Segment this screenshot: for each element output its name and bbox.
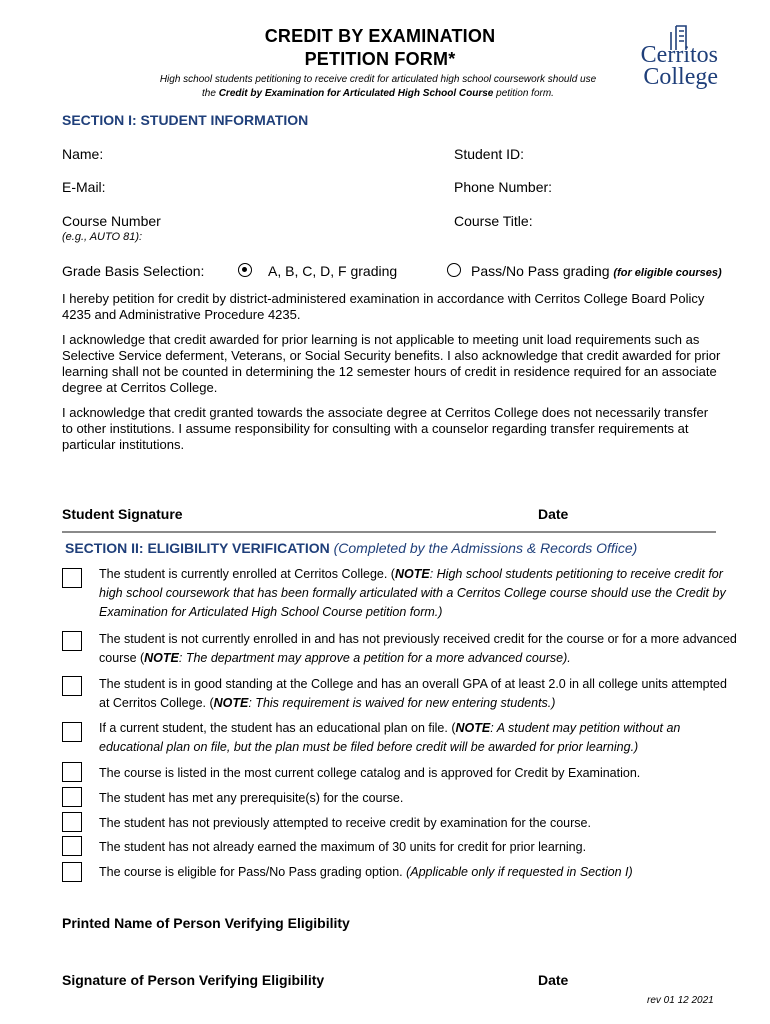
eligibility-checkbox[interactable] [62,631,82,651]
eligibility-checkbox[interactable] [62,568,82,588]
section1-heading: SECTION I: STUDENT INFORMATION [62,112,309,128]
eligibility-item-text: The student has not already earned the maximum of 30 units for credit for prior learning. [99,840,587,854]
phone-label: Phone Number: [454,179,553,195]
eligibility-checkbox[interactable] [62,787,82,807]
student-date-label: Date [538,506,569,522]
course-number-hint: (e.g., AUTO 81): [62,231,143,243]
eligibility-item-text: The student is not currently enrolled in and has not previously received credit for the course or for a more advanced course (NOTE: The department may approve a petition for a more advanced course). [99,632,737,665]
logo-text-line2: College [643,64,718,90]
student-id-label: Student ID: [454,146,525,162]
printed-name-label: Printed Name of Person Verifying Eligibility [62,915,350,931]
eligibility-checkbox[interactable] [62,862,82,882]
petition-paragraph-3: I acknowledge that credit granted towards the associate degree at Cerritos College does not necessarily transfer to other institutions. I assume responsibility for consulting with a counselor regarding transfer requirements at particular institutions. [62,405,709,452]
form-subtitle [100,73,656,101]
eligibility-item-text: The student is currently enrolled at Cerritos College. (NOTE: High school students petitioning to receive credit for high school coursework that has been formally articulated with a Cerritos College course should use the Credit by Examination for Articulated High School Course petition form.) [99,567,726,619]
form-title-line1: CREDIT BY EXAMINATION [264,26,496,46]
eligibility-item-text: The student has met any prerequisite(s) for the course. [99,791,404,805]
eligibility-item-text: The student has not previously attempted to receive credit by examination for the course. [99,816,591,830]
eligibility-item-text: The course is listed in the most current college catalog and is approved for Credit by Examination. [99,766,641,780]
section-divider [62,531,716,533]
revision-label: rev 01 12 2021 [647,995,714,1006]
petition-paragraph-2: I acknowledge that credit awarded for prior learning is not applicable to meeting unit load requirements such as Selective Service deferment, Veterans, or Social Security benefits. I also acknowledge that credit awarded for prior learning shall not be counted in determining the 12 semester hours of credit in residence required for an associate degree at Cerritos College. [62,332,721,395]
grade-pass-nopass-radio[interactable] [447,263,461,277]
eligibility-checkbox[interactable] [62,836,82,856]
petition-paragraph-1: I hereby petition for credit by district-administered examination in accordance with Cerritos College Board Policy 4235 and Administrative Procedure 4235. [62,291,705,322]
verifier-signature-label: Signature of Person Verifying Eligibility [62,972,325,988]
form-title-line2: PETITION FORM* [304,49,456,69]
eligibility-checkbox[interactable] [62,676,82,696]
cerritos-college-logo [636,22,722,96]
subtitle-line1: High school students petitioning to receive credit for articulated high school coursework should use [159,74,597,85]
name-label: Name: [62,146,104,162]
verifier-date-label: Date [538,972,569,988]
grade-abcdf-radio[interactable] [238,263,252,277]
email-label: E-Mail: [62,179,106,195]
grade-basis-label: Grade Basis Selection: [62,263,205,279]
grade-abcdf-label: A, B, C, D, F grading [268,263,398,279]
section2-heading: SECTION II: ELIGIBILITY VERIFICATION (Completed by the Admissions & Records Office) [65,540,638,556]
radio-selected-dot [242,267,247,272]
eligibility-item-text: The student is in good standing at the College and has an overall GPA of at least 2.0 in all college units attempted at Cerritos College. (NOTE: This requirement is waived for new entering students.) [99,677,727,710]
student-signature-label: Student Signature [62,506,183,522]
eligibility-checkbox[interactable] [62,812,82,832]
subtitle-line2: the Credit by Examination for Articulated High School Course petition form. [202,88,554,99]
eligibility-checkbox[interactable] [62,762,82,782]
logo-text-line1: Cerritos [640,42,718,68]
grade-pass-nopass-label: Pass/No Pass grading (for eligible courses) [471,263,722,279]
eligibility-item-text: If a current student, the student has an educational plan on file. (NOTE: A student may petition without an educational plan on file, but the plan must be filed before credit will be awarded for prior learning.) [99,721,681,754]
eligibility-item-text: The course is eligible for Pass/No Pass grading option. (Applicable only if requested in Section I) [99,865,633,879]
eligibility-checkbox[interactable] [62,722,82,742]
course-number-label: Course Number [62,213,161,229]
course-title-label: Course Title: [454,213,533,229]
